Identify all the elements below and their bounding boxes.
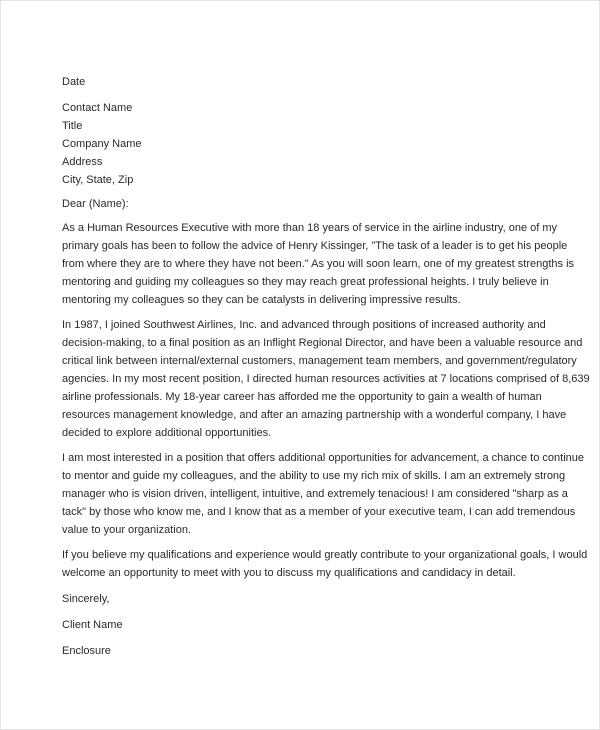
paragraph-line: airline professionals. My 18-year career has afforded me the opportunity to gain a wealth of human xyxy=(62,391,542,403)
closing: Sincerely, xyxy=(62,593,110,605)
paragraph-experience xyxy=(62,316,590,442)
paragraph-line: manager who is vision driven, intelligent, intuitive, and extremely tenacious! I am considered "sharp as a xyxy=(62,488,568,500)
salutation: Dear (Name): xyxy=(62,198,129,210)
letter-body xyxy=(62,73,590,660)
contact-name: Contact Name xyxy=(62,102,133,114)
enclosure-note: Enclosure xyxy=(62,645,111,657)
paragraph-interest xyxy=(62,449,585,539)
paragraph-line: tack" by those who know me, and I know that as a member of your executive team, I can add tremendous xyxy=(62,506,576,518)
paragraph-line: mentoring my colleagues so they can be catalysts in delivering impressive results. xyxy=(62,294,461,306)
paragraph-line: As a Human Resources Executive with more than 18 years of service in the airline industry, one of my xyxy=(62,222,558,234)
paragraph-line: In 1987, I joined Southwest Airlines, Inc. and advanced through positions of increased authority and xyxy=(62,319,546,331)
paragraph-closing-request xyxy=(62,546,588,582)
paragraph-line: decision-making, to a final position as an Inflight Regional Director, and have been a valuable resource and xyxy=(62,337,583,349)
contact-title: Title xyxy=(62,120,83,132)
paragraph-intro xyxy=(62,219,575,309)
paragraph-line: mentoring and guiding my colleagues so they may reach great professional heights. I truly believe in xyxy=(62,276,549,288)
date-line: Date xyxy=(62,76,86,88)
company-name: Company Name xyxy=(62,138,142,150)
paragraph-line: agencies. In my most recent position, I directed human resources activities at 7 locations comprised of 8,639 xyxy=(62,373,590,385)
paragraph-line: resources management knowledge, and after an amazing partnership with a wonderful company, I have xyxy=(62,409,567,421)
recipient-address xyxy=(62,99,552,189)
street-address: Address xyxy=(62,156,103,168)
paragraph-line: value to your organization. xyxy=(62,524,192,536)
paragraph-line: I am most interested in a position that offers additional opportunities for advancement, a chance to continue xyxy=(62,452,585,464)
paragraph-line: welcome an opportunity to meet with you to discuss my qualifications and candidacy in detail. xyxy=(62,567,516,579)
city-state-zip: City, State, Zip xyxy=(62,174,134,186)
paragraph-line: critical link between internal/external customers, management team members, and government/regulatory xyxy=(62,355,577,367)
paragraph-line: to mentor and guide my colleagues, and the ability to use my rich mix of skills. I am an extremely strong xyxy=(62,470,566,482)
paragraph-line: from where they are to where they have not been." As you will soon learn, one of my greatest strengths is xyxy=(62,258,575,270)
paragraph-line: primary goals has been to follow the advice of Henry Kissinger, "The task of a leader is to get his people xyxy=(62,240,568,252)
paragraph-line: decided to explore additional opportunities. xyxy=(62,427,272,439)
paragraph-line: If you believe my qualifications and experience would greatly contribute to your organizational goals, I would xyxy=(62,549,588,561)
signature-name: Client Name xyxy=(62,619,123,631)
